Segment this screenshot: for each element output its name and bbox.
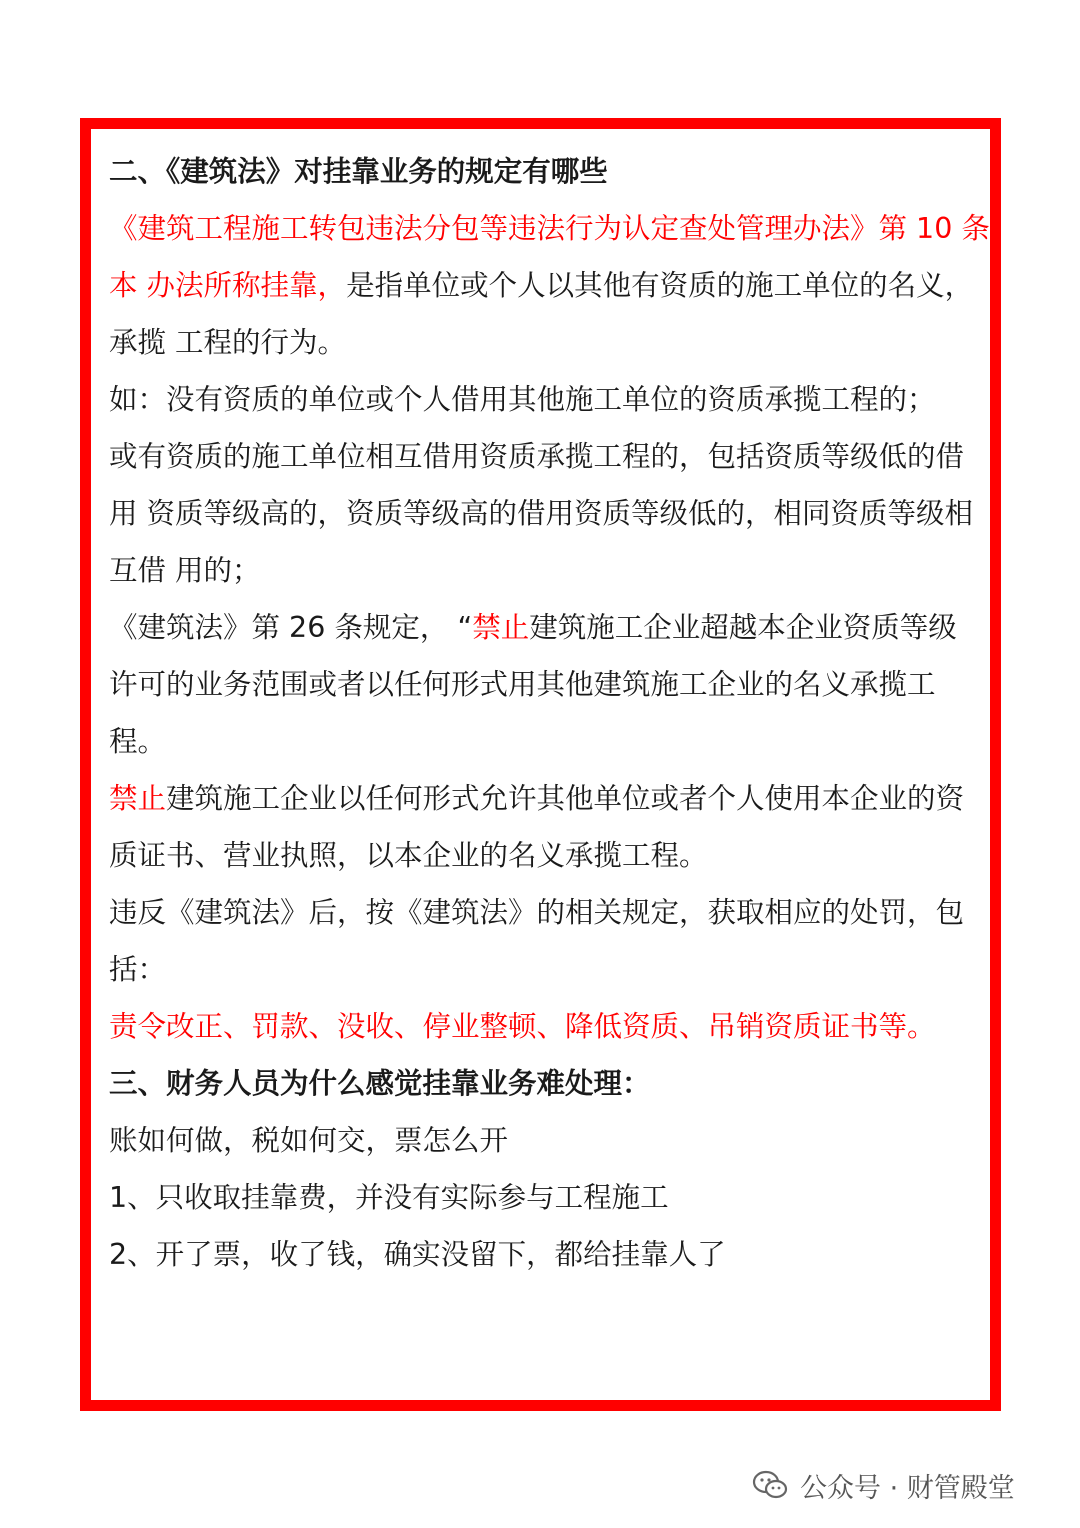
watermark xyxy=(752,1460,1015,1510)
wechat-icon xyxy=(752,1470,788,1500)
prohibit-black-text: 建筑施工企业以任何形式允许其他单位或者个人使用本企业的资 xyxy=(166,782,965,815)
definition-line xyxy=(109,257,980,314)
example-line-2: 或有资质的施工单位相互借用资质承揽工程的，包括资质等级低的借 xyxy=(109,440,965,473)
definition-red-text: 本 办法所称挂靠， xyxy=(109,269,347,302)
article-26-line-2: 许可的业务范围或者以任何形式用其他建筑施工企业的名义承揽工 xyxy=(109,668,936,701)
example-line-3: 用 资质等级高的，资质等级高的借用资质等级低的，相同资质等级相 xyxy=(109,497,974,530)
violation-line-2: 括： xyxy=(109,953,167,986)
prohibit-line-2: 质证书、营业执照，以本企业的名义承揽工程。 xyxy=(109,839,708,872)
watermark-text: 公众号 · 财管殿堂 xyxy=(800,1472,1015,1504)
regulation-title-line: 《建筑工程施工转包违法分包等违法行为认定查处管理办法》第 10 条 xyxy=(109,212,990,245)
penalties-line: 责令改正、罚款、没收、停业整顿、降低资质、吊销资质证书等。 xyxy=(109,1010,936,1043)
section-3-heading: 三、财务人员为什么感觉挂靠业务难处理： xyxy=(109,1067,651,1100)
article-26-line-3: 程。 xyxy=(109,725,167,758)
section-3-line-2: 1、只收取挂靠费，并没有实际参与工程施工 xyxy=(109,1181,669,1214)
article-26-line xyxy=(109,599,980,656)
prohibit-line xyxy=(109,770,980,827)
article-26-prefix: 《建筑法》第 26 条规定， “ xyxy=(109,611,473,644)
prohibit-red-text-1: 禁止 xyxy=(472,611,530,644)
document-body xyxy=(109,143,990,1283)
definition-black-text: 是指单位或个人以其他有资质的施工单位的名义， xyxy=(346,269,974,302)
example-line-1: 如：没有资质的单位或个人借用其他施工单位的资质承揽工程的； xyxy=(109,383,936,416)
definition-line-cont: 承揽 工程的行为。 xyxy=(109,326,347,359)
article-26-suffix: 建筑施工企业超越本企业资质等级 xyxy=(529,611,957,644)
example-line-4: 互借 用的； xyxy=(109,554,261,587)
prohibit-red-text-2: 禁止 xyxy=(109,782,167,815)
section-3-line-1: 账如何做，税如何交，票怎么开 xyxy=(109,1124,509,1157)
violation-line: 违反《建筑法》后，按《建筑法》的相关规定，获取相应的处罚，包 xyxy=(109,896,965,929)
red-border-frame xyxy=(80,118,1001,1411)
section-3-line-3: 2、开了票，收了钱，确实没留下，都给挂靠人了 xyxy=(109,1238,726,1271)
section-2-heading: 二、《建筑法》对挂靠业务的规定有哪些 xyxy=(109,155,608,188)
